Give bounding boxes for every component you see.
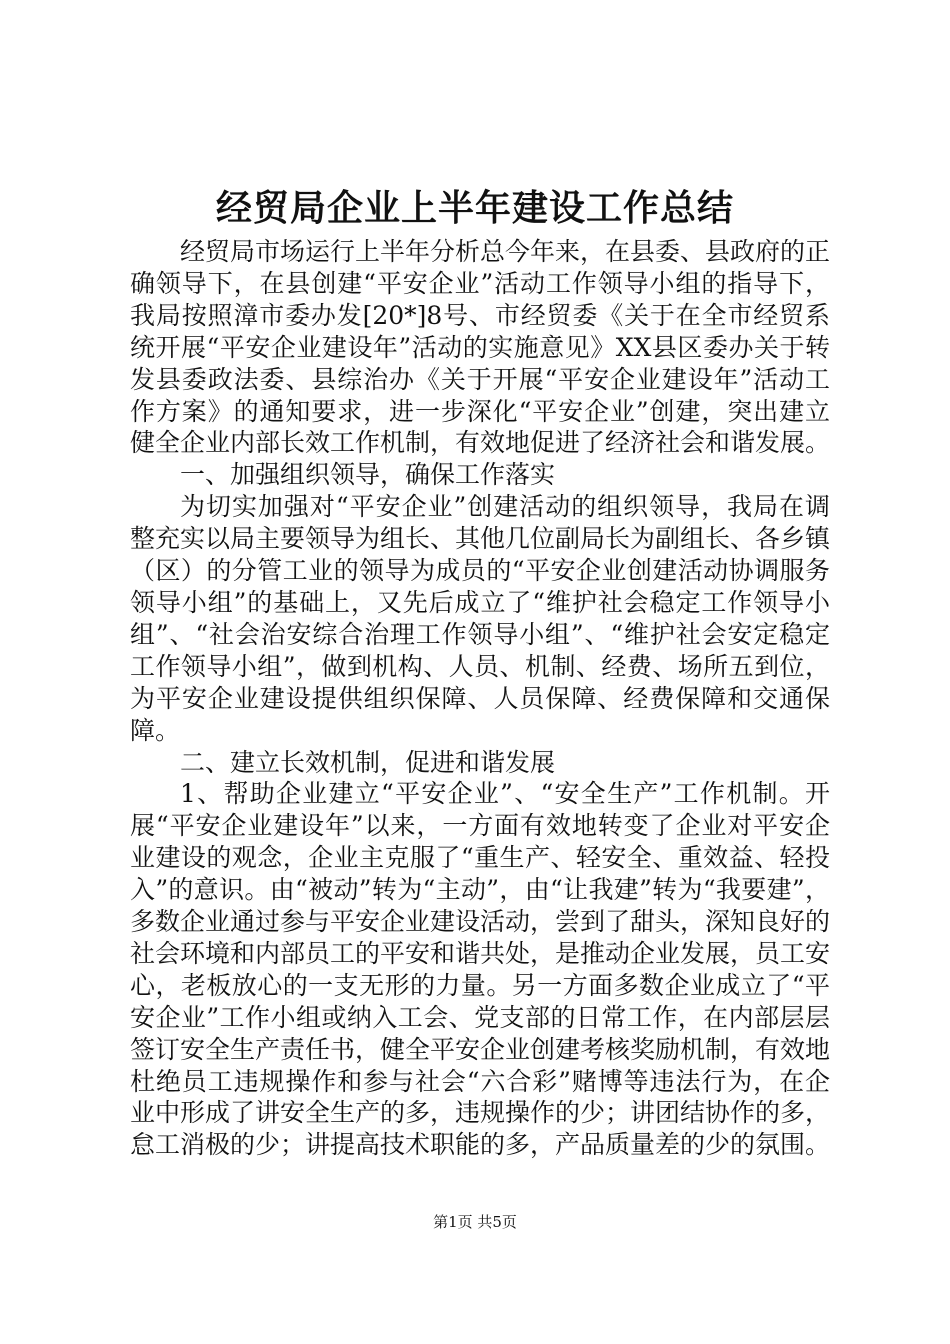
section-1-paragraph: 为切实加强对“平安企业”创建活动的组织领导，我局在调整充实以局主要领导为组长、其他几位副局长为副组长、各乡镇（区）的分管工业的领导为成员的“平安企业创建活动协调服务领导小组”的基础上，又先后成立了“维护社会稳定工作领导小组”、“社会治安综合治理工作领导小组”、“维护社会安定稳定工作领导小组”，做到机构、人员、机制、经费、场所五到位，为平安企业建设提供组织保障、人员保障、经费保障和交通保障。 (130, 492, 831, 745)
section-2-paragraph: 1、帮助企业建立“平安企业”、“安全生产”工作机制。开展“平安企业建设年”以来，一方面有效地转变了企业对平安企业建设的观念，企业主克服了“重生产、轻安全、重效益、轻投入”的意识。由“被动”转为“主动”，由“让我建”转为“我要建”，多数企业通过参与平安企业建设活动，尝到了甜头，深知良好的社会环境和内部员工的平安和谐共处，是推动企业发展，员工安心，老板放心的一支无形的力量。另一方面多数企业成立了“平安企业”工作小组或纳入工会、党支部的日常工作，在内部层层签订安全生产责任书，健全平安企业创建考核奖励机制，有效地杜绝员工违规操作和参与社会“六合彩”赌博等违法行为，在企业中形成了讲安全生产的多，违规操作的少；讲团结协作的多，怠工消极的少；讲提高技术职能的多，产品质量差的少的氛围。 (130, 779, 831, 1160)
section-1-heading: 一、加强组织领导，确保工作落实 (180, 460, 556, 490)
document-title: 经贸局企业上半年建设工作总结 (215, 187, 734, 229)
intro-paragraph: 经贸局市场运行上半年分析总今年来，在县委、县政府的正确领导下，在县创建“平安企业”活动工作领导小组的指导下，我局按照漳市委办发[20*]8号、市经贸委《关于在全市经贸系统开展“平安企业建设年”活动的实施意见》XX县区委办关于转发县委政法委、县综治办《关于开展“平安企业建设年”活动工作方案》的通知要求，进一步深化“平安企业”创建，突出建立健全企业内部长效工作机制，有效地促进了经济社会和谐发展。 (130, 237, 831, 458)
section-2-heading: 二、建立长效机制，促进和谐发展 (180, 747, 556, 777)
document-body (130, 236, 830, 1161)
page-number-footer: 第1页 共5页 (433, 1213, 517, 1231)
